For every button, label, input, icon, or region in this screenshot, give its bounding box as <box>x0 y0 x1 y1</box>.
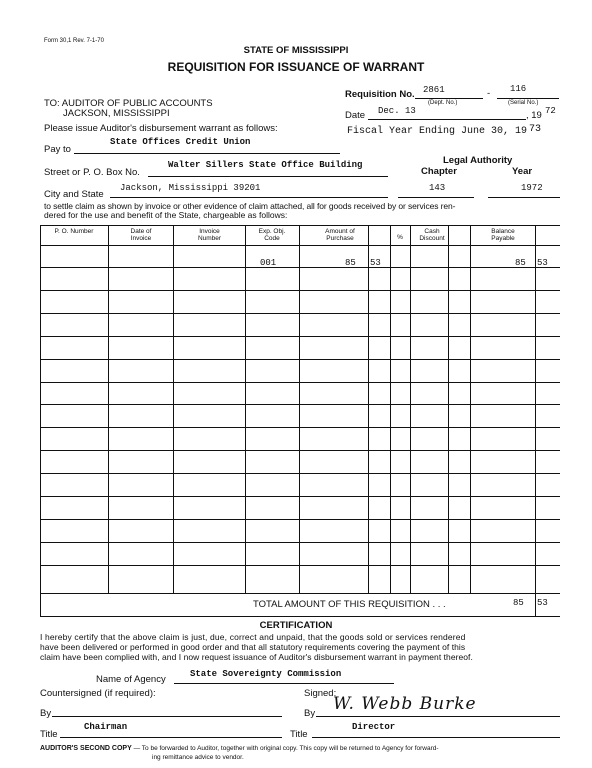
left-title-line <box>60 737 282 738</box>
header-exp-obj-code: Exp. Obj. Code <box>258 228 286 242</box>
table-row-rule <box>40 290 560 291</box>
right-title-value: Director <box>352 722 396 732</box>
fiscal-year-value: 73 <box>529 124 542 135</box>
certification-title: CERTIFICATION <box>259 620 333 631</box>
authority-year-value: 1972 <box>521 183 543 193</box>
dept-number: 2861 <box>423 85 445 95</box>
street-label: Street or P. O. Box No. <box>44 167 140 178</box>
dept-caption: (Dept. No.) <box>428 100 458 106</box>
requisition-label: Requisition No. <box>345 89 415 100</box>
serial-number: 116 <box>510 84 527 94</box>
city-value: Jackson, Mississippi 39201 <box>120 183 261 193</box>
table-row-rule <box>40 267 560 268</box>
header-date-of-invoice: Date of Invoice <box>130 228 152 242</box>
table-row-rule <box>40 565 560 566</box>
certification-line-3: claim have been complied with, and I now request issuance of Auditor's disbursement warrant in payment thereof. <box>40 652 473 662</box>
table-row-rule <box>40 359 560 360</box>
header-balance-payable: Balance Payable <box>491 228 515 242</box>
footer-line-2: ing remittance advice to vendor. <box>152 754 244 761</box>
header-percent: % <box>397 234 403 241</box>
dept-number-line <box>415 98 483 99</box>
agency-line <box>174 683 394 684</box>
chapter-line <box>398 197 474 198</box>
header-po-number: P. O. Number <box>54 228 94 235</box>
state-title: STATE OF MISSISSIPPI <box>243 45 349 56</box>
table-row-rule <box>40 427 560 428</box>
total-label: TOTAL AMOUNT OF THIS REQUISITION . . . <box>253 599 446 610</box>
left-by-label: By <box>40 708 52 719</box>
left-title-value: Chairman <box>84 722 128 732</box>
row1-amount-cents: 53 <box>370 258 381 268</box>
table-row-rule <box>40 616 560 617</box>
right-title-label: Title <box>290 729 308 740</box>
certification-line-1: I hereby certify that the above claim is just, due, correct and unpaid, that the goods sold or services rendered <box>40 632 466 642</box>
authority-year-line <box>488 197 560 198</box>
date-label: Date <box>345 110 366 121</box>
serial-number-line <box>497 98 559 99</box>
street-line <box>148 176 388 177</box>
settle-text-1: to settle claim as shown by invoice or other evidence of claim attached, all for goods received by or services ren- <box>44 201 456 211</box>
date-line <box>368 119 526 120</box>
total-cents: 53 <box>537 598 548 608</box>
countersigned-label: Countersigned (if required): <box>40 688 156 699</box>
pay-to-label: Pay to <box>44 144 71 155</box>
agency-label: Name of Agency <box>96 674 166 685</box>
table-row-rule <box>40 336 560 337</box>
header-amount-of-purchase: Amount of Purchase <box>325 228 355 242</box>
footer-line-1 <box>40 745 439 752</box>
chapter-label: Chapter <box>421 166 457 177</box>
city-label: City and State <box>44 189 104 200</box>
certification-line-2: have been delivered or performed in good order and that all statutory requirements covering the payment of this <box>40 642 466 652</box>
table-row-rule <box>40 519 560 520</box>
year-label: Year <box>512 166 533 177</box>
table-row-rule <box>40 382 560 383</box>
left-by-line <box>52 716 282 717</box>
legal-authority-label: Legal Authority <box>443 155 513 166</box>
serial-caption: (Serial No.) <box>508 100 539 106</box>
table-row-rule <box>40 496 560 497</box>
table-row-rule <box>40 404 560 405</box>
signature: W. Webb Burke <box>333 694 477 714</box>
form-title: REQUISITION FOR ISSUANCE OF WARRANT <box>167 60 425 74</box>
pay-to-line <box>74 153 340 154</box>
agency-value: State Sovereignty Commission <box>190 669 342 679</box>
total-dollars: 85 <box>513 598 524 608</box>
table-row-rule <box>40 313 560 314</box>
date-year-prefix: , 19 <box>526 110 542 121</box>
row1-balance-dollars: 85 <box>515 258 526 268</box>
requisition-dash: - <box>487 88 491 99</box>
row1-amount-dollars: 85 <box>345 258 356 268</box>
to-line-2: JACKSON, MISSISSIPPI <box>63 108 170 119</box>
table-row-rule <box>40 542 560 543</box>
please-issue-text: Please issue Auditor's disbursement warrant as follows: <box>44 123 278 134</box>
footer-text-1: — To be forwarded to Auditor, together with original copy. This copy will be returned to Agency for forward- <box>133 745 439 752</box>
footer-bold: AUDITOR'S SECOND COPY <box>40 745 132 752</box>
right-by-line <box>316 716 560 717</box>
charges-table <box>40 225 560 617</box>
date-year: 72 <box>545 106 556 116</box>
pay-to-value: State Offices Credit Union <box>110 137 251 147</box>
table-row-rule <box>40 473 560 474</box>
form-number: Form 30,1 Rev. 7-1-70 <box>44 38 104 44</box>
header-invoice-number: Invoice Number <box>197 228 222 242</box>
row1-exp-code: 001 <box>260 258 277 268</box>
header-cash-discount: Cash Discount <box>419 228 445 242</box>
right-by-label: By <box>304 708 316 719</box>
chapter-value: 143 <box>429 183 446 193</box>
table-row-rule <box>40 450 560 451</box>
row1-balance-cents: 53 <box>537 258 548 268</box>
table-row-rule <box>40 593 560 594</box>
to-line-1: TO: AUDITOR OF PUBLIC ACCOUNTS <box>44 98 213 109</box>
date-value: Dec. 13 <box>378 106 416 116</box>
city-line <box>110 197 388 198</box>
signed-label: Signed: <box>304 688 337 699</box>
settle-text-2: dered for the use and benefit of the State, chargeable as follows: <box>44 210 288 220</box>
left-title-label: Title <box>40 729 58 740</box>
fiscal-year-label: Fiscal Year Ending June 30, 19 <box>347 126 528 137</box>
right-title-line <box>312 737 560 738</box>
street-value: Walter Sillers State Office Building <box>168 160 363 170</box>
